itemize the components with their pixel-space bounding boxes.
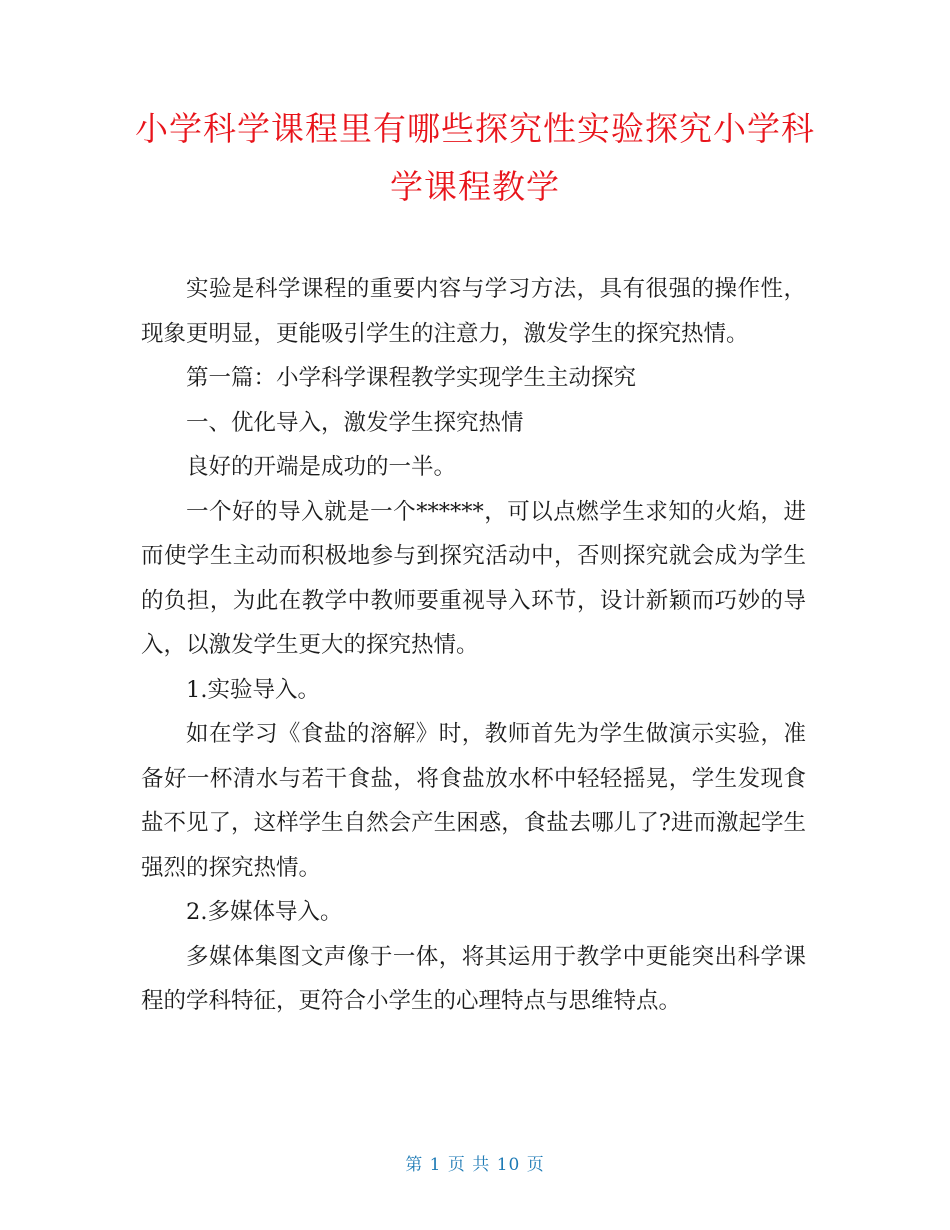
paragraph-section-heading: 一、优化导入，激发学生探究热情 xyxy=(186,409,524,436)
document-body xyxy=(141,267,806,1024)
paragraph-intro: 实验是科学课程的重要内容与学习方法，具有很强的操作性，现象更明显，更能吸引学生的注意力，激发学生的探究热情。 xyxy=(141,276,806,347)
paragraph: 多媒体集图文声像于一体，将其运用于教学中更能突出科学课程的学科特征，更符合小学生的心理特点与思维特点。 xyxy=(141,943,806,1014)
page-number-footer: 第 1 页 共 10 页 xyxy=(405,1155,545,1175)
paragraph-subheading: 1.实验导入。 xyxy=(186,676,320,703)
paragraph: 如在学习《食盐的溶解》时，教师首先为学生做演示实验，准备好一杯清水与若干食盐，将食盐放水杯中轻轻摇晃，学生发现食盐不见了，这样学生自然会产生困惑，食盐去哪儿了?进而激起学生强烈的探究热情。 xyxy=(141,721,806,881)
paragraph-chapter-heading: 第一篇：小学科学课程教学实现学生主动探究 xyxy=(186,365,637,391)
paragraph-subheading: 2.多媒体导入。 xyxy=(186,899,343,925)
paragraph: 良好的开端是成功的一半。 xyxy=(186,454,457,480)
document-title: 小学科学课程里有哪些探究性实验探究小学科学课程教学 xyxy=(135,109,815,206)
paragraph: 一个好的导入就是一个******，可以点燃学生求知的火焰，进而使学生主动而积极地参与到探究活动中，否则探究就会成为学生的负担，为此在教学中教师要重视导入环节，设计新颖而巧妙的导入，以激发学生更大的探究热情。 xyxy=(141,498,806,658)
